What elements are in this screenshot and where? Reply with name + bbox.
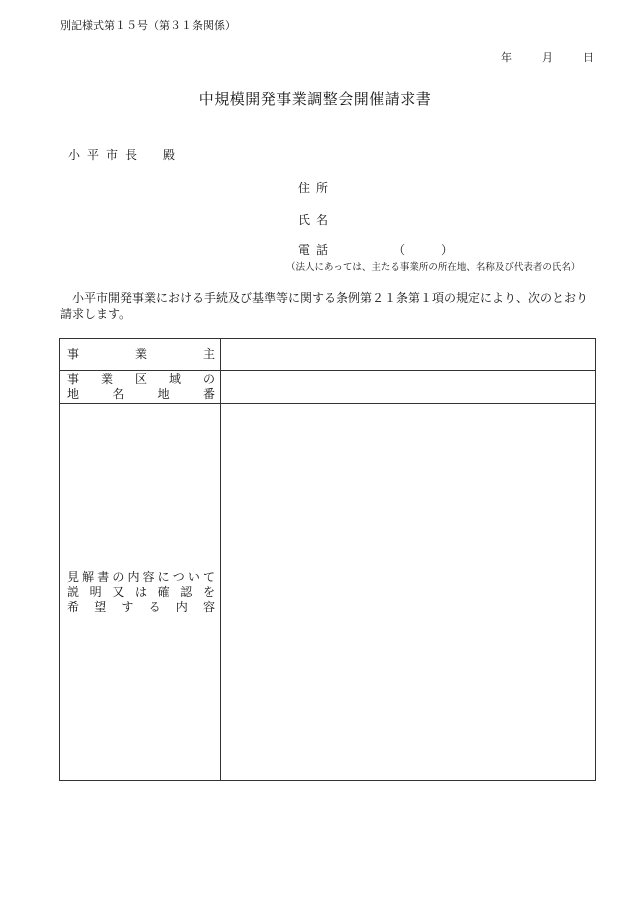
- label-line: [60, 387, 220, 402]
- name-label: 氏名: [298, 213, 335, 227]
- label-char: 業: [134, 347, 147, 361]
- label-char: 域: [168, 372, 181, 386]
- label-char: 確: [157, 584, 170, 599]
- label-char: 明: [89, 584, 102, 599]
- date-day: 日: [583, 51, 594, 64]
- label-char: 地: [157, 387, 170, 401]
- label-char: 地: [67, 387, 80, 401]
- phone-parens: （ ）: [393, 243, 454, 257]
- label-line: [60, 372, 220, 387]
- label-line: [60, 347, 220, 362]
- table-row-location: [60, 371, 596, 404]
- addressee: 小平市長 殿: [68, 148, 183, 162]
- table-row-business-owner: [60, 339, 596, 371]
- label-char: 名: [112, 387, 125, 401]
- label-char: 区: [134, 372, 147, 386]
- label-char: 望: [94, 599, 107, 614]
- label-char: 事: [67, 347, 80, 361]
- date-month: 月: [542, 51, 553, 64]
- label-line: [60, 600, 220, 615]
- date-line: [501, 49, 594, 65]
- label-char: 番: [202, 387, 215, 401]
- label-char: 書: [97, 569, 110, 584]
- table-row-request-content: [60, 404, 596, 781]
- label-char: 主: [202, 347, 215, 361]
- label-char: 事: [67, 372, 80, 386]
- label-char: 希: [67, 599, 80, 614]
- business-owner-value[interactable]: [221, 339, 596, 371]
- location-value[interactable]: [221, 371, 596, 404]
- label-char: 認: [180, 584, 193, 599]
- label-char: 見: [67, 569, 80, 584]
- label-char: に: [157, 569, 170, 584]
- label-char: い: [187, 569, 200, 584]
- label-char: 内: [175, 599, 188, 614]
- label-line: [60, 585, 220, 600]
- phone-label: 電話: [298, 243, 335, 257]
- page-title: 中規模開発事業調整会開催請求書: [198, 90, 432, 108]
- label-char: 容: [142, 569, 155, 584]
- label-char: の: [112, 569, 125, 584]
- address-label: 住所: [298, 181, 335, 195]
- label-char: 説: [67, 584, 80, 599]
- label-line: [60, 570, 220, 585]
- label-char: す: [121, 599, 134, 614]
- request-content-label: [60, 404, 221, 781]
- label-char: 内: [127, 569, 140, 584]
- label-char: て: [202, 569, 215, 584]
- label-char: 又: [112, 584, 125, 599]
- corporate-note: （法人にあっては、主たる事業所の所在地、名称及び代表者の氏名）: [286, 262, 581, 273]
- request-content-value[interactable]: [221, 404, 596, 781]
- label-char: 業: [100, 372, 113, 386]
- label-char: を: [202, 584, 215, 599]
- label-char: る: [148, 599, 161, 614]
- business-owner-label: [60, 339, 221, 371]
- label-char: つ: [172, 569, 185, 584]
- form-number: 別記様式第１５号（第３１条関係）: [60, 19, 236, 32]
- label-char: 解: [82, 569, 95, 584]
- location-label: [60, 371, 221, 404]
- label-char: は: [134, 584, 147, 599]
- label-char: の: [202, 372, 215, 386]
- label-char: 容: [202, 599, 215, 614]
- date-year: 年: [501, 51, 512, 64]
- request-statement: 小平市開発事業における手続及び基準等に関する条例第２１条第１項の規定により、次のとおり請求します。: [60, 291, 589, 321]
- request-table: [59, 338, 596, 781]
